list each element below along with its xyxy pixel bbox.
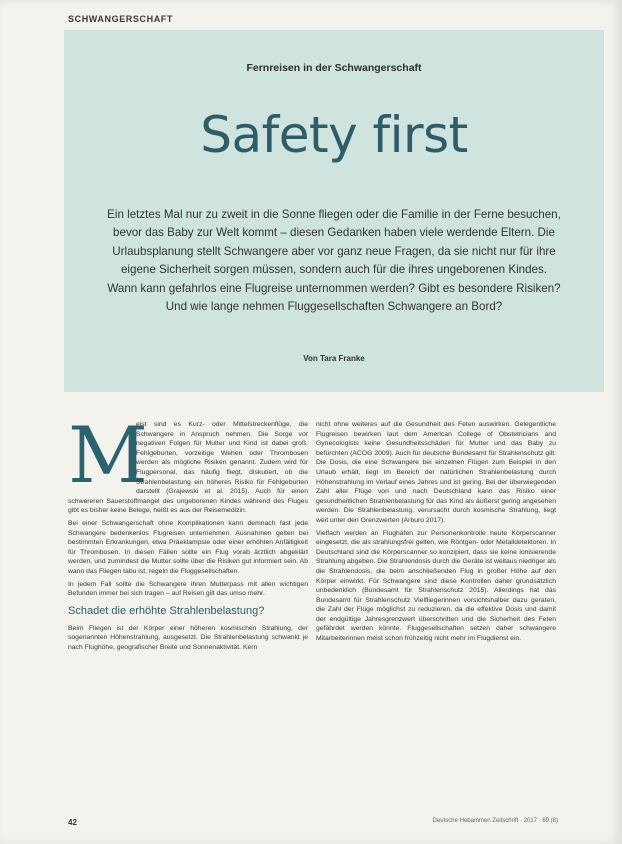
section-label: SCHWANGERSCHAFT — [68, 14, 173, 24]
footer-source: Deutsche Hebammen Zeitschrift · 2017 · 69 (8) — [432, 818, 558, 824]
page-number: 42 — [68, 818, 77, 827]
paragraph: Vielfach werden an Flughäfen zur Personenkontrolle heute Körperscanner eingesetzt, die als strahlungsfrei gelten, wie Röntgen- oder Metalldetektoren. In Deutschland sind die Körperscanner so konzipiert, dass sie keine ionisierende Strahlung abgeben. Die Strahlendosis durch die Geräte ist weitaus niedriger als die Strahlendosis, die beim anschließenden Flug in großer Höhe auf den Körper einwirkt. Für Schwangere sind diese Kontrollen daher grundsätzlich unbedenklich (Bundesamt für Strahlenschutz 2015). Allerdings hat das Bundesamt für Strahlenschutz Vielfliegerinnen vorsichtshalber dazu geraten, die Zahl der Flüge möglichst zu reduzieren, da die effektive Dosis und damit der endgültige Jahresgrenzwert überschritten und die Sicherheit des Feten gefährdet werden könnte. Fluggesellschaften setzen daher schwangere Mitarbeiterinnen meist schon frühzeitig nicht mehr im Flugdienst ein. — [316, 529, 556, 643]
column-left — [68, 420, 308, 655]
lead-paragraph: Ein letztes Mal nur zu zweit in die Sonne fliegen oder die Familie in der Ferne besuchen, bevor das Baby zur Welt kommt – diesen Gedanken haben viele werdende Eltern. Die Urlaubsplanung stellt Schwangere aber vor ganz neue Fragen, da sie nicht nur für ihre eigene Sicherheit sorgen müssen, sondern auch für die ihres ungeborenen Kindes. Wann kann gefahrlos eine Flugreise unternommen werden? Gibt es besondere Risiken? Und wie lange nehmen Fluggesellschaften Schwangere an Bord? — [107, 208, 561, 314]
dropcap: M — [68, 420, 148, 501]
paragraph: In jedem Fall sollte die Schwangere ihren Mutterpass mit allen wichtigen Befunden immer bei sich tragen – auf Reisen gilt das umso mehr. — [68, 580, 308, 598]
paragraph: Bei einer Schwangerschaft ohne Komplikationen kann demnach fast jede Schwangere bedenkenlos Flugreisen unternehmen. Ausnahmen gelten bei bestimmten Erkrankungen, etwa Präeklampsie oder einer erhöhten Anfälligkeit für Thrombosen. In diesen Fällen sollte ein Flug vorab ärztlich abgeklärt werden, und zumindest die Mutter sollte über die Risiken gut informiert sein. Ab wann das Fliegen tabu ist, regeln die Fluggesellschaften. — [68, 519, 308, 575]
byline: Von Tara Franke — [303, 354, 365, 363]
article-title: Safety first — [200, 106, 468, 164]
kicker: Fernreisen in der Schwangerschaft — [246, 62, 422, 74]
intro-block — [68, 420, 308, 519]
paragraph: eist sind es Kurz- oder Mittelstreckenflüge, die Schwangere in Anspruch nehmen. Die Sorge vor negativen Folgen für Mutter und Kind ist dabei groß. Fehlgeburten, vorzeitige Wehen oder Thrombosen werden als mögliche Risiken genannt. Zudem wird für Flugpersonal, das häufig fliegt, diskutiert, ob die Strahlenbelastung ein höheres Risiko für Fehlgeburten darstellt (Grajewski et al. 2015). Auch für einen schwereren Sauerstoffmangel des ungeborenen Kindes während des Fluges gibt es bisher keine Belege, heißt es aus der Reisemedizin. — [68, 421, 308, 515]
paragraph: Beim Fliegen ist der Körper einer höheren kosmischen Strahlung, der sogenannten Höhenstrahlung, ausgesetzt. Die Strahlenbelastung schwankt je nach Flughöhe, geografischer Breite und Sonnenaktivität. Kern — [68, 624, 308, 651]
hero-panel — [64, 30, 604, 392]
paragraph: nicht ohne weiteres auf die Gesundheit des Feten auswirken. Gelegentliche Flugreisen bewirken laut dem American College of Obstetricians and Gynecologists keine Gesundheitsschäden für Mutter und das Baby zu befürchten (ACOG 2009). Auch für deutsche Bundesamt für Strahlenschutz gilt: Die Dosis, die eine Schwangere bei einzelnen Flügen zum Beispiel in den Urlaub erhält, liegt im Bereich der natürlichen Strahlenbelastung durch Höhenstrahlung im Verlauf eines Jahres und ist gering. Bei der überwiegenden Zahl aller Flüge von und nach Deutschland kann das Risiko einer gesundheitlichen Strahlenbelastung für das Kind als äußerst gering angesehen werden. Die Strahlenbelastung, verursacht durch kosmische Strahlung, liegt weit unter den Grenzwerten (Arburo 2017). — [316, 421, 556, 524]
subheading: Schadet die erhöhte Strahlenbelastung? — [68, 604, 265, 617]
column-right — [316, 420, 556, 647]
